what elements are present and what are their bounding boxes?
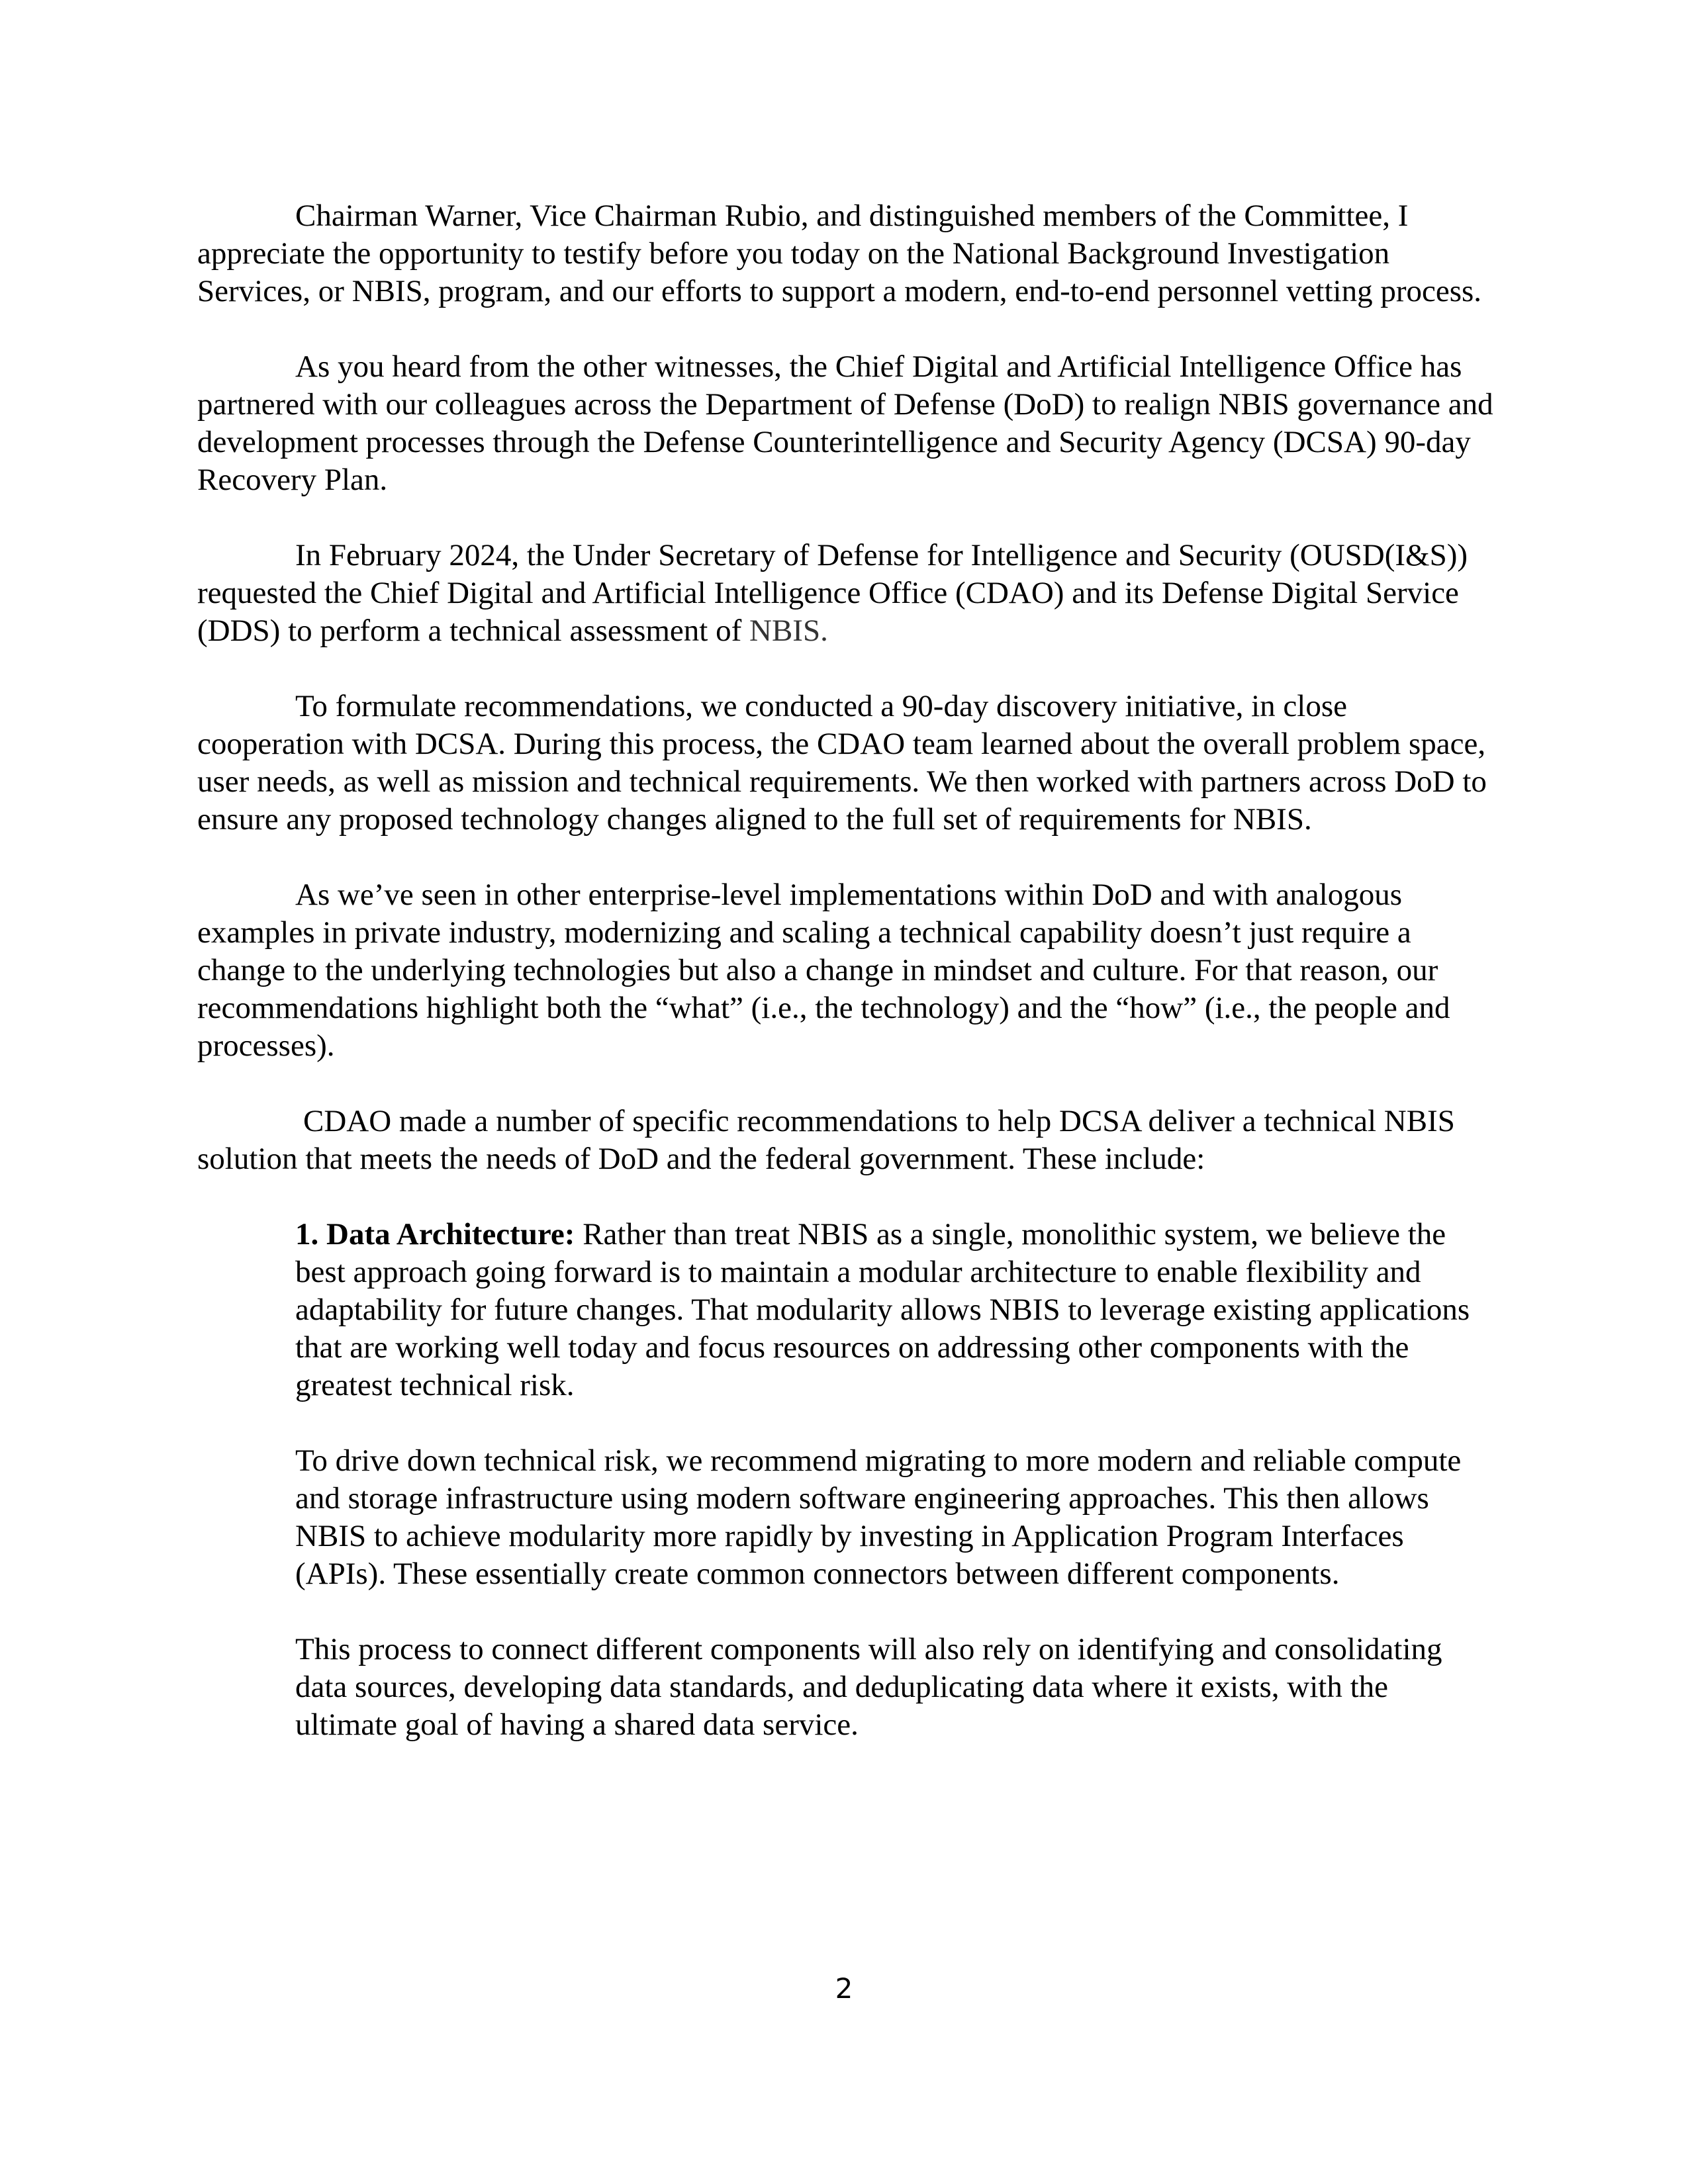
recommendation-text: Rather than treat NBIS as a single, monolithic system, we believe the best approach going forward is to maintain a modular architecture to enable flexibility and adaptability for future changes. That modularity allows NBIS to leverage existing applications that are working well today and focus resources on addressing other components with the greatest technical risk. — [295, 1217, 1470, 1402]
paragraph-opening: Chairman Warner, Vice Chairman Rubio, and distinguished members of the Committee, I appreciate the opportunity to testify before you today on the National Background Investigation Services, or NBIS, program, and our efforts to support a modern, end-to-end personnel vetting process. — [197, 199, 1482, 308]
nbis-reference: NBIS. — [749, 614, 828, 648]
paragraph-recommendations-intro: CDAO made a number of specific recommendations to help DCSA deliver a technical NBIS solution that meets the needs of DoD and the federal government. These include: — [197, 1104, 1455, 1176]
paragraph-assessment-text: In February 2024, the Under Secretary of Defense for Intelligence and Security (OUSD(I&S)) requested the Chief Digital and Artificial Intelligence Office (CDAO) and its Defense Digital Service (DDS) to perform a technical assessment of — [197, 538, 1468, 648]
recommendation-data-sources — [295, 1631, 1493, 1744]
recommendation-paragraph-3: This process to connect different components will also rely on identifying and consolidating data sources, developing data standards, and deduplicating data where it exists, with the ultimate goal of having a shared data service. — [295, 1632, 1442, 1742]
paragraph-culture: As we’ve seen in other enterprise-level implementations within DoD and with analogous examples in private industry, modernizing and scaling a technical capability doesn’t just require a change to the underlying technologies but also a change in mindset and culture. For that reason, our recommendations highlight both the “what” (i.e., the technology) and the “how” (i.e., the people and processes). — [197, 878, 1450, 1063]
paragraph-discovery: To formulate recommendations, we conducted a 90-day discovery initiative, in close cooperation with DCSA. During this process, the CDAO team learned about the overall problem space, user needs, as well as mission and technical requirements. We then worked with partners across DoD to ensure any proposed technology changes aligned to the full set of requirements for NBIS. — [197, 689, 1487, 837]
recommendation-technical-risk — [295, 1442, 1493, 1593]
recommendation-paragraph-1 — [295, 1216, 1493, 1404]
document-body — [197, 197, 1495, 1782]
paragraph-recovery-plan: As you heard from the other witnesses, the Chief Digital and Artificial Intelligence Office has partnered with our colleagues across the Department of Defense (DoD) to realign NBIS governance and development processes through the Defense Counterintelligence and Security Agency (DCSA) 90-day Recovery Plan. — [197, 349, 1493, 497]
page-number: 2 — [835, 1972, 853, 2005]
paragraph-assessment-request — [197, 537, 1495, 650]
recommendation-paragraph-2: To drive down technical risk, we recommend migrating to more modern and reliable compute and storage infrastructure using modern software engineering approaches. This then allows NBIS to achieve modularity more rapidly by investing in Application Program Interfaces (APIs). These essentially create common connectors between different components. — [295, 1443, 1462, 1591]
recommendation-label: 1. Data Architecture: — [295, 1217, 575, 1251]
recommendation-data-architecture — [295, 1216, 1493, 1404]
